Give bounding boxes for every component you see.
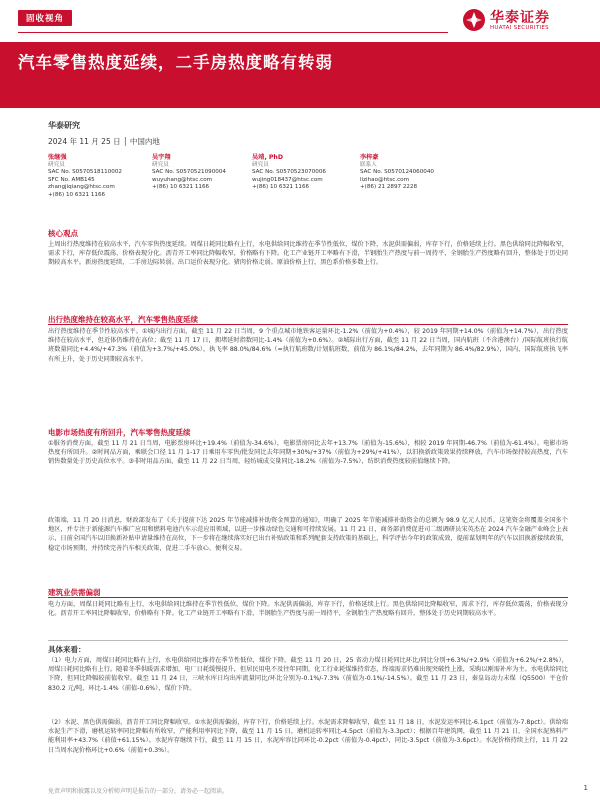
detail-paragraph-cement: （2）水泥、黑色供需偏弱，沥青开工同比降幅收窄。①水泥供需偏弱，库存下行，价格延续上行。水泥需求降幅收窄，截至 11 月 18 日，水泥发运率同比-6.1pct（前值为-7.8pct）。供给端水泥生产下滑，磨机运转率同比降幅有所收窄，产能利用率同比下降，截至 11 月 15 日，磨机运转率同比-4.5pct（前值为-3.3pct）；根据百年建筑网，截至 11 月 21 日，全国水泥熟料产能利用率+43.7%（前值+61.15%）。水泥库存继续下行，截至 11 月 15 日，水泥库容比同环比-0.2pct（前值为-0.4pct），同比-3.5pct（前值为-3.6pct）。水泥价格持续上行，11 月 22 日当周水泥价格环比+0.6%（前值+0.3%）。 <box>48 719 568 754</box>
analyst-email[interactable]: wuyuhang@htsc.com <box>152 176 213 183</box>
supply-heading: 建筑业供需偏弱 <box>48 588 101 597</box>
core-paragraph: 上周出行热度维持在较高水平，汽车零售热度延续。周煤日耗同比略有上行，水电供给同比维持在季节性低位，煤价下降，水泥供需偏弱，库存下行，价格延续上行。黑色供给同比降幅收窄，需求下行，库存低位震荡，价格表现分化。沥青开工率同比降幅收窄，价格略有下降。化工产业链开工率略有下滑，半钢胎生产热度与前一周持平，全钢胎生产热度略有回升，整体处于历史同期较高水平。新房热度延续，二手房边际转弱。出口运价表现分化。猪肉价格走弱。原油价格上行，黑色系价格多数上行。 <box>48 241 568 267</box>
analyst-role: 研究员 <box>252 161 269 168</box>
section-rule <box>48 597 568 598</box>
analyst-phone: +(86) 10 6321 1166 <box>48 191 106 198</box>
research-source: 华泰研究 <box>48 121 80 130</box>
auto-heading: 电影市场热度有所回升，汽车零售热度延续 <box>48 428 191 437</box>
analyst-email[interactable]: wujing018437@htsc.com <box>252 176 323 183</box>
report-title: 汽车零售热度延续，二手房热度略有转弱 <box>18 53 333 72</box>
analyst-sac: SAC No. S0570523070006 <box>252 169 326 176</box>
core-heading: 核心观点 <box>48 229 78 238</box>
analyst-email[interactable]: lizihao@htsc.com <box>360 176 410 183</box>
analyst-name: 张继强 <box>48 154 67 161</box>
analyst-name: 吴宇翔 <box>152 154 171 161</box>
analyst-sfc: SFC No. AMB145 <box>48 176 95 183</box>
travel-heading: 出行热度维持在较高水平，汽车零售热度延续 <box>48 315 198 324</box>
divider <box>48 640 568 641</box>
detail-paragraph-power: （1）电力方面，周煤日耗同比略有上行，水电供给同比维持在季节性低位，煤价下降。截至 11 月 20 日，25 省动力煤日耗同比环比/同比分别+6.3%/+2.9%（前值为+6.2%/+2.8%），周煤日耗同比略有上行。随着冬季供暖需求增加，电厂日耗缓慢提升，但居民用电不及往年同期，化工行业耗煤维持常态，终端需求仍难出现突破性上涨，采购以刚需补库为主。水电供给同比下降，但同比降幅较前值收窄。截至 11 月 24 日，三峡水库日均出库流量同比/环比分别为-0.1%/-7.3%（前值为-0.1%/-14.5%）。截至 11 月 23 日，秦皇岛动力末煤（Q5500）平仓价 830.2 元/吨，环比-1.4%（前值-0.6%），煤价下降。 <box>48 657 568 692</box>
travel-paragraph: 出行热度维持在季节性较高水平。①城内出行方面，截至 11 月 22 日当周，9 个重点城市地铁客运量环比-1.2%（前值为+0.4%），较 2019 年同期+14.0%（前值为+14.7%），出行热度维持在较高水平，但近体仍维持在高位；截至 11 月 17 日，拥堵延时指数同比-1.4%（前值为+0.6%）。②城际出行方面，截至 11 月 22 日当周，国内航班（不含港澳台）/国际航班执行航班数量同比+4.4%/+47.3%（前值为+3.7%/+45.0%），执飞率 88.0%/84.6%（=执行航班数/计划航班数，前值为 86.1%/84.2%，去年同期为 86.4%/82.9%），国内、国际航班执飞率有所上升，处于历史同期较高水平。 <box>48 328 568 363</box>
title-band <box>0 42 600 108</box>
analyst-sac: SAC No. S0570124060040 <box>360 169 434 176</box>
analyst-phone: +(86) 21 2897 2228 <box>360 184 418 191</box>
analyst-email[interactable]: zhangjiqiang@htsc.com <box>48 184 115 191</box>
analyst-card <box>360 154 490 192</box>
analyst-sac: SAC No. S0570518110002 <box>48 169 122 176</box>
logo-text-en: HUATAI SECURITIES <box>490 25 549 31</box>
auto-paragraph: ①服务消费方面，截至 11 月 21 日当周，电影票房环比+19.4%（前值为-34.6%），电影票房同比去年+13.7%（前值为-15.6%），相较 2019 年同期-46.7%（前值为-61.4%）。电影市场热度有所回升。②时间品方面，乘联会口径 11 月 1-17 日乘用车零售/批发同比去年同期+30%/+37%（前值为+29%/+41%），以旧换新政策效果持续释放，汽车市场保持较高热度，汽车销售数量处于历史高位水平。③非时用品方面，截至 11 月 22 日当周，轻纺城成交量同比-18.2%（前值为-7.5%），纺织消费热度较前值继续下降。 <box>48 440 568 466</box>
analyst-name: 李梓豪 <box>360 154 379 161</box>
huatai-logo-icon <box>462 8 486 32</box>
logo-text-cn: 华泰证券 <box>490 10 550 26</box>
analyst-phone: +(86) 10 6321 1166 <box>152 184 210 191</box>
supply-paragraph: 电力方面，周煤日耗同比略有上行，水电供给同比维持在季节性低位，煤价下降。水泥供需偏弱，库存下行，价格延续上行。黑色供给同比降幅收窄，需求下行，库存低位震荡，价格表现分化。沥青开工率同比降幅收窄，价格略有下降。化工产业链开工率略有下滑，半钢胎生产热度与前一周持平，全钢胎生产热度略有回升，整体处于历史同期较高水平。 <box>48 601 568 618</box>
report-date: 2024 年 11 月 25 日 │ 中国内地 <box>48 137 160 146</box>
analyst-role: 联系人 <box>360 161 377 168</box>
report-tag: 固收视角 <box>18 10 72 26</box>
analyst-phone: +(86) 10 6321 1166 <box>252 184 310 191</box>
disclaimer-footer: 免责声明和披露以及分析师声明是报告的一部分，请务必一起阅读。 <box>48 788 229 795</box>
analyst-role: 研究员 <box>48 161 65 168</box>
policy-paragraph: 政策端，11 月 20 日消息，财政部发布了《关于提前下达 2025 年节能减排补助资金预算的通知》，明确了 2025 年节能减排补助资金的总额为 98.9 亿元人民币。这笔资金将覆盖全国多个地区，并专注于新能源汽车推广应用和燃料电池汽车示范应用领域，以进一步推动绿色交通和可持续发展。11 月 21 日，商务部消费促进司二级调研员宋英杰在 2024 汽车金融产业峰会上表示，日前全国汽车以旧换新补贴申请量维持在高位，下一步将在继续落实好已出台补贴政策和系列配套支持政策的基础上，科学评估今年的政策成效，提前谋划明年的汽车以旧换新接续政策，稳定市场预期，并持续完善汽车相关政策，促进二手车放心、便利交易。 <box>48 517 568 552</box>
detail-heading: 具体来看： <box>48 645 86 654</box>
header-rule <box>18 32 448 33</box>
header-bar <box>18 4 582 42</box>
logo <box>462 6 582 36</box>
analyst-name: 吴靖, PhD <box>252 154 283 161</box>
analyst-list <box>48 154 588 226</box>
page-number: 1 <box>583 784 588 792</box>
analyst-role: 研究员 <box>152 161 169 168</box>
analyst-sac: SAC No. S0570521090004 <box>152 169 226 176</box>
section-rule <box>48 324 568 325</box>
